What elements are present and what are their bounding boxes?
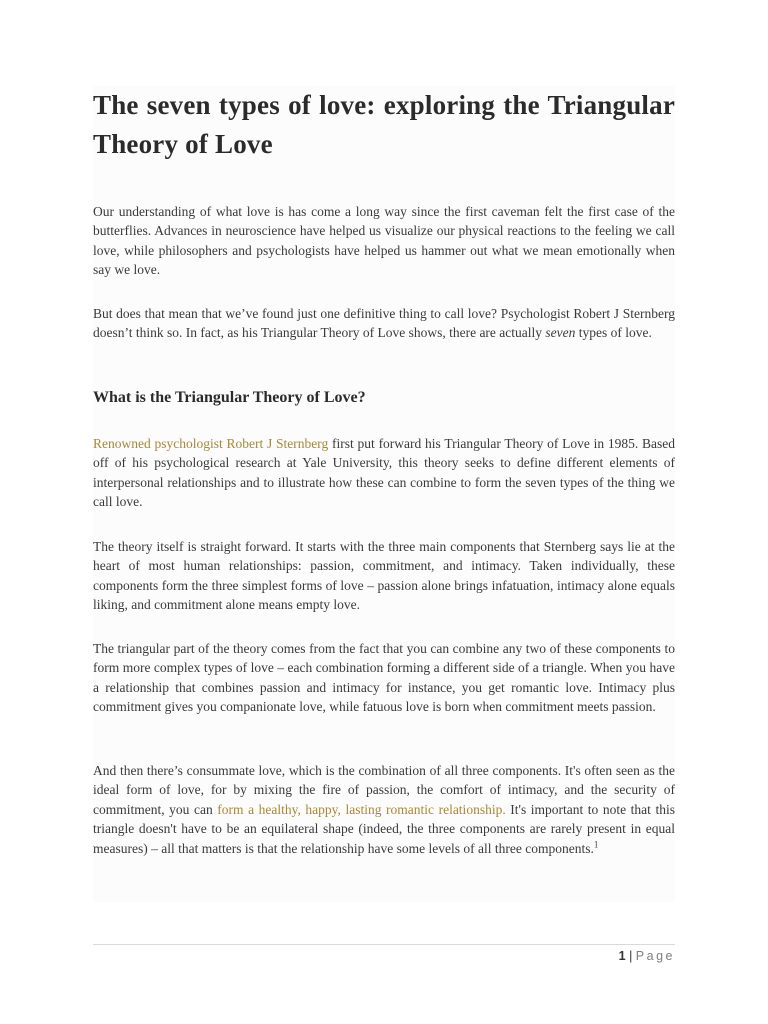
- page-number: 1: [618, 949, 626, 963]
- paragraph-text: first put forward his Triangular Theory of Love in 1985. Based off of his psychological research at Yale University, this theory seeks to define different elements of interpersonal relationships and to illustrate how these can combine to form the seven types of the thing we call love.: [93, 436, 675, 510]
- section-heading: What is the Triangular Theory of Love?: [93, 389, 366, 406]
- paragraph-intro: Our understanding of what love is has come a long way since the first caveman felt the first case of the butterflies. Advances in neuroscience have helped us visualize our physical reactions to the feeling we call love, while philosophers and psychologists have helped us hammer out what we mean emotionally when say we love.: [93, 204, 675, 278]
- paragraph-origin: [93, 434, 675, 512]
- footer-divider: [93, 944, 675, 945]
- footer-separator: |: [625, 949, 636, 963]
- paragraph-components: The theory itself is straight forward. It starts with the three main components that Sternberg says lie at the heart of most human relationships: passion, commitment, and intimacy. Taken individually, these components form the three simplest forms of love – passion alone brings infatuation, intimacy alone equals liking, and commitment alone means empty love.: [93, 539, 675, 613]
- paragraph-text: But does that mean that we’ve found just one definitive thing to call love? Psychologist Robert J Sternberg doesn’t think so. In fact, as his Triangular Theory of Love shows, there are actually: [93, 306, 675, 341]
- paragraph-text: It's important to note that this triangle doesn't have to be an equilateral shape (indeed, the three components are rarely present in equal measures) – all that matters is that the relationship have some levels of all three components.: [93, 801, 675, 856]
- footnote-marker[interactable]: 1: [593, 839, 599, 850]
- paragraph-seven-types: [93, 304, 675, 343]
- sternberg-link[interactable]: Renowned psychologist Robert J Sternberg: [93, 436, 329, 451]
- emphasis-seven: seven: [545, 325, 576, 341]
- paragraph-consummate: [93, 761, 675, 858]
- page-label: Page: [635, 949, 675, 963]
- paragraph-triangular: The triangular part of the theory comes from the fact that you can combine any two of these components to form more complex types of love – each combination forming a different side of a triangle. When you have a relationship that combines passion and intimacy for instance, you get romantic love. Intimacy plus commitment gives you companionate love, while fatuous love is born when commitment meets passion.: [93, 641, 675, 715]
- paragraph-text: And then there’s consummate love, which is the combination of all three components. It's often seen as the ideal form of love, for by mixing the fire of passion, the comfort of intimacy, and the security of commitment, you can: [93, 763, 675, 817]
- article-title: The seven types of love: exploring the Triangular Theory of Love: [93, 90, 675, 159]
- paragraph-text: types of love.: [575, 325, 652, 341]
- healthy-relationship-link[interactable]: form a healthy, happy, lasting romantic relationship.: [217, 801, 506, 817]
- page-footer: [619, 947, 675, 965]
